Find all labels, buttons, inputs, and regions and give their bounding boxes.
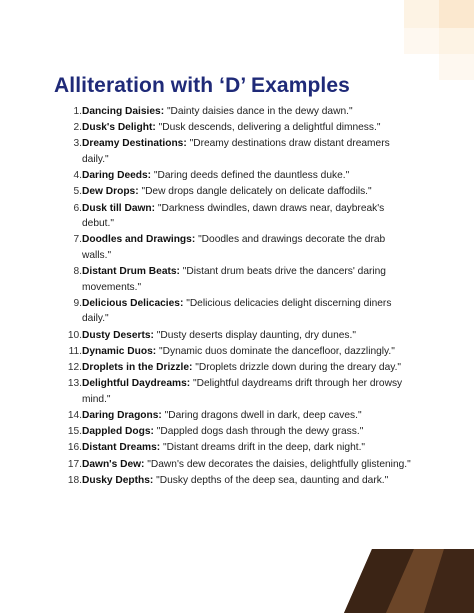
item-term: Dusk till Dawn: [82,202,156,214]
list-item [54,408,414,424]
item-number: 9. [73,297,82,309]
item-text [82,360,414,376]
item-quote: "Doodles and drawings decorate the drab walls." [82,234,386,261]
item-quote: "Dusty deserts display daunting, dry dunes." [156,329,356,341]
item-text [82,136,414,167]
item-number: 16. [67,442,82,454]
list-item [54,104,414,120]
item-term: Dusty Deserts: [82,329,154,341]
item-text [82,440,414,456]
item-quote: "Delightful daydreams drift through her drowsy mind." [82,378,403,405]
item-term: Dusky Depths: [82,474,154,486]
list-item [54,457,414,473]
item-quote: "Dawn's dew decorates the daisies, delightfully glistening." [147,458,411,470]
list-item [54,184,414,200]
page-title: Alliteration with ‘D’ Examples [54,74,350,97]
list-item [54,360,414,376]
item-text [82,201,414,232]
item-quote: "Dappled dogs dash through the dewy grass." [156,426,364,438]
item-text [82,168,414,184]
item-text [82,120,414,136]
item-term: Daring Deeds: [82,170,152,182]
item-term: Doodles and Drawings: [82,234,196,246]
item-term: Delightful Daydreams: [82,378,191,390]
item-quote: "Dusk descends, delivering a delightful dimness." [158,122,381,134]
item-quote: "Daring dragons dwell in dark, deep caves." [164,410,362,421]
item-number: 8. [73,266,82,278]
list-item [54,328,414,344]
list-item [54,440,414,456]
item-number: 17. [67,458,82,470]
item-number: 7. [73,234,82,246]
list-item [54,232,414,263]
item-number: 14. [67,410,82,421]
item-number: 15. [67,426,82,438]
item-text [82,376,414,407]
item-number: 10. [67,329,82,341]
item-text [82,424,414,440]
item-term: Distant Drum Beats: [82,266,180,278]
item-quote: "Daring deeds defined the dauntless duke." [153,170,350,182]
item-text [82,344,414,360]
item-number: 3. [73,138,82,150]
list-item [54,473,414,489]
bottom-decoration [344,549,474,613]
item-text [82,473,414,489]
item-number: 6. [73,202,82,214]
item-quote: "Darkness dwindles, dawn draws near, daybreak's debut." [82,202,385,230]
item-term: Daring Dragons: [82,410,162,421]
item-term: Distant Dreams: [82,442,161,454]
item-text [82,232,414,263]
list-item [54,136,414,167]
list-item [54,344,414,360]
item-quote: "Delicious delicacies delight discerning diners daily." [82,297,392,325]
item-text [82,328,414,344]
list-item [54,201,414,232]
item-text [82,264,414,295]
item-number: 2. [73,122,82,134]
item-number: 18. [67,474,82,486]
list-item [54,376,414,407]
item-text [82,457,414,473]
list-item [54,296,414,327]
list-item [54,264,414,295]
item-number: 11. [68,345,82,357]
item-term: Dynamic Duos: [82,345,157,357]
list-item [54,120,414,136]
item-text [82,184,414,200]
item-text [82,296,414,327]
item-quote: "Distant drum beats drive the dancers' daring movements." [82,266,386,293]
item-number: 12. [67,362,82,374]
item-number: 13. [67,378,82,390]
list-item [54,424,414,440]
item-number: 1. [73,106,82,117]
item-term: Dappled Dogs: [82,426,154,438]
item-term: Droplets in the Drizzle: [82,362,193,374]
example-list [54,104,414,489]
item-number: 4. [73,170,82,182]
item-term: Dawn's Dew: [82,458,145,470]
item-term: Delicious Delicacies: [82,297,184,309]
item-text [82,408,414,424]
list-item [54,168,414,184]
item-number: 5. [73,186,82,198]
item-term: Dew Drops: [82,186,139,198]
item-term: Dreamy Destinations: [82,138,187,150]
item-term: Dusk's Delight: [82,122,156,134]
item-quote: "Dusky depths of the deep sea, daunting and dark." [156,474,389,486]
corner-decoration [374,0,474,80]
item-quote: "Distant dreams drift in the deep, dark night." [162,442,366,454]
item-quote: "Droplets drizzle down during the dreary day." [195,362,402,374]
item-quote: "Dynamic duos dominate the dancefloor, dazzlingly." [159,345,395,357]
item-term: Dancing Daisies: [82,106,165,117]
item-text [82,104,414,120]
item-quote: "Dreamy destinations draw distant dreamers daily." [82,138,390,165]
item-quote: "Dainty daisies dance in the dewy dawn." [166,106,353,117]
item-quote: "Dew drops dangle delicately on delicate daffodils." [141,186,372,198]
